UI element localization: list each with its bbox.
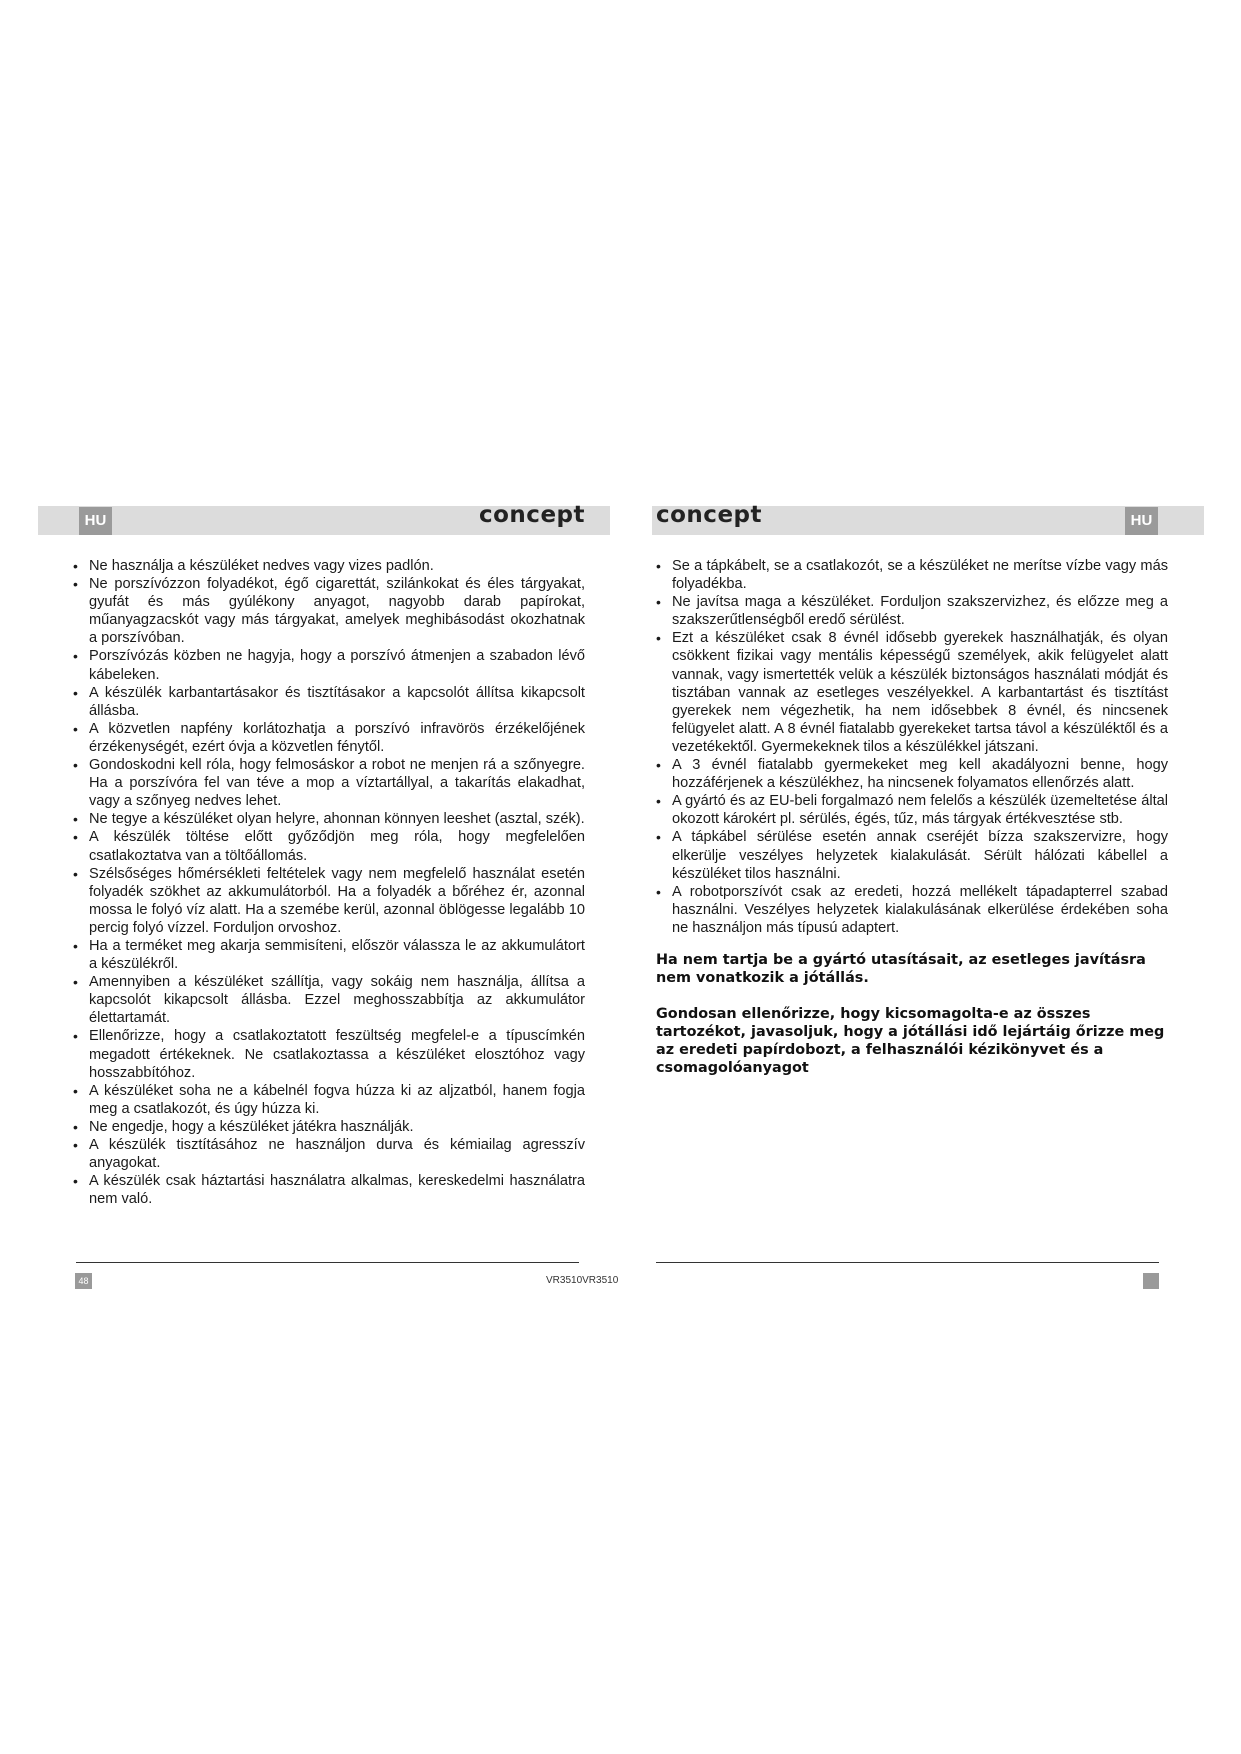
list-item-text: Ne használja a készüléket nedves vagy vizes padlón. (89, 558, 434, 574)
list-item (656, 756, 1168, 792)
list-item (73, 756, 585, 810)
bullet-icon: • (656, 594, 661, 611)
bullet-icon: • (656, 883, 661, 900)
bullet-icon: • (656, 630, 661, 647)
list-item-text: Ellenőrizze, hogy a csatlakoztatott feszültség megfelel-e a típuscímkén megadott értékeknek. Ne csatlakoztassa a készüléket elosztóhoz vagy hosszabbítóhoz. (89, 1028, 585, 1081)
bullet-icon: • (73, 1173, 78, 1190)
bullet-icon: • (73, 648, 78, 665)
list-item (656, 629, 1168, 756)
bullet-icon: • (73, 974, 78, 991)
bullet-icon: • (656, 793, 661, 810)
list-item-text: A közvetlen napfény korlátozhatja a porszívó infravörös érzékelőjének érzékenységét, ezért óvja a közvetlen fénytől. (89, 720, 585, 755)
brand-logo-left: concept (479, 502, 586, 528)
model-number: VR3510VR3510 (546, 1275, 619, 1286)
list-item-text: Se a tápkábelt, se a csatlakozót, se a készüléket ne merítse vízbe vagy más folyadékba. (672, 558, 1168, 593)
footer-divider-left (76, 1262, 579, 1263)
list-item-text: A készüléket soha ne a kábelnél fogva húzza ki az aljzatból, hanem fogja meg a csatlakozót, és úgy húzza ki. (89, 1082, 585, 1117)
list-item (73, 828, 585, 864)
brand-logo-right: concept (656, 502, 763, 528)
list-item-text: A tápkábel sérülése esetén annak cseréjét bízza szakszervizre, hogy elkerülje veszélyes helyzetek kialakulását. Sérült hálózati kábellel a készüléket tilos használni. (672, 829, 1168, 882)
bullet-icon: • (656, 558, 661, 574)
list-item (656, 883, 1168, 937)
list-item-text: Ne javítsa maga a készüléket. Forduljon szakszervizhez, és előzze meg a szakszerűtlenségből eredő sérülést. (672, 594, 1168, 629)
language-badge-right: HU (1125, 507, 1158, 535)
bullet-icon: • (73, 937, 78, 954)
list-item (73, 684, 585, 720)
bullet-icon: • (73, 1137, 78, 1153)
list-item (73, 973, 585, 1027)
warranty-notice: Ha nem tartja be a gyártó utasításait, az esetleges javításra nem vonatkozik a jótállás. (656, 951, 1146, 986)
list-item (73, 647, 585, 683)
bullet-icon: • (73, 576, 78, 593)
list-item (656, 593, 1168, 629)
language-badge-left: HU (79, 507, 112, 535)
bullet-icon: • (73, 865, 78, 882)
bullet-icon: • (73, 1082, 78, 1099)
list-item-text: A készülék csak háztartási használatra alkalmas, kereskedelmi használatra nem való. (89, 1173, 585, 1208)
bullet-icon: • (73, 1028, 78, 1045)
list-item-text: Porszívózás közben ne hagyja, hogy a porszívó átmenjen a szabadon lévő kábeleken. (89, 648, 585, 683)
list-item (656, 828, 1168, 882)
list-item-text: Ezt a készüléket csak 8 évnél idősebb gyerekek használhatják, és olyan csökkent fizikai vagy mentális képességű személyek, akik felügyelet alatt vannak, vagy ismertették velük a készülék biztonságos használati módját és tisztában vannak az esetleges veszélyekkel. A karbantartást és tisztítást gyerekek nem végezhetik, ha nem idősebbek 8 évnél, és nincsenek felügyelet alatt. A 8 évnél fiatalabb gyerekeket tartsa távol a készüléktől és a vezetékektől. Gyermekeknek tilos a készülékkel játszani. (672, 630, 1168, 755)
list-item-text: A robotporszívót csak az eredeti, hozzá mellékelt tápadapterrel szabad használni. Veszélyes helyzetek kialakulásának elkerülése érdekében soha ne használjon más típusú adaptert. (672, 883, 1168, 936)
list-item (73, 1027, 585, 1081)
right-safety-list (656, 557, 1168, 937)
page-number: 48 (75, 1273, 92, 1289)
list-item (73, 557, 585, 575)
page-marker-square (1143, 1273, 1159, 1289)
list-item (73, 1118, 585, 1136)
list-item-text: Amennyiben a készüléket szállítja, vagy sokáig nem használja, állítsa a kapcsolót kikapcsolt állásba. Ezzel meghosszabbítja az akkumulátor élettartamát. (89, 974, 585, 1027)
bullet-icon: • (656, 757, 661, 774)
list-item (73, 1136, 585, 1172)
list-item-text: Szélsőséges hőmérsékleti feltételek vagy nem megfelelő használat esetén folyadék szökhet az akkumulátorból. Ha a folyadék a bőréhez ér, azonnal mossa le folyó víz alatt. Ha a szemébe kerül, azonnal öblögesse legalább 10 percig folyó vízzel. Forduljon orvoshoz. (89, 865, 585, 936)
list-item (656, 557, 1168, 593)
bullet-icon: • (73, 684, 78, 701)
list-item (73, 720, 585, 756)
bullet-icon: • (656, 829, 661, 846)
bullet-icon: • (73, 720, 78, 737)
list-item (73, 1082, 585, 1118)
list-item-text: A 3 évnél fiatalabb gyermekeket meg kell akadályozni benne, hogy hozzáférjenek a készülékhez, ha nincsenek folyamatos ellenőrzés alatt. (672, 757, 1168, 792)
list-item-text: Ne porszívózzon folyadékot, égő cigarettát, szilánkokat és éles tárgyakat, gyufát és más gyúlékony anyagot, nagyobb darab papírokat, műanyagzacskót vagy más tárgyakat, amelyek meghibásodást okozhatnak a porszívóban. (89, 576, 585, 647)
list-item (73, 575, 585, 647)
list-item-text: A készülék tisztításához ne használjon durva és kémiailag agresszív anyagokat. (89, 1137, 585, 1172)
bullet-icon: • (73, 811, 78, 828)
left-safety-list (73, 557, 585, 1208)
bullet-icon: • (73, 1118, 78, 1135)
list-item (73, 1172, 585, 1208)
left-column (73, 557, 585, 1208)
list-item (73, 810, 585, 828)
right-column (656, 557, 1168, 1077)
footer-divider-right (656, 1262, 1159, 1263)
list-item-text: A készülék töltése előtt győződjön meg róla, hogy megfelelően csatlakoztatva van a töltőállomás. (89, 829, 585, 864)
bullet-icon: • (73, 558, 78, 574)
list-item-text: Ha a terméket meg akarja semmisíteni, először válassza le az akkumulátort a készülékről. (89, 937, 585, 973)
list-item-text: Ne engedje, hogy a készüléket játékra használják. (89, 1118, 414, 1135)
list-item-text: A gyártó és az EU-beli forgalmazó nem felelős a készülék üzemeltetése által okozott károkért pl. sérülés, égés, tűz, más tárgyak értékvesztése stb. (672, 793, 1168, 828)
list-item-text: A készülék karbantartásakor és tisztításakor a kapcsolót állítsa kikapcsolt állásba. (89, 684, 585, 719)
list-item-text: Ne tegye a készüléket olyan helyre, ahonnan könnyen leeshet (asztal, szék). (89, 811, 585, 828)
bullet-icon: • (73, 757, 78, 774)
packaging-notice: Gondosan ellenőrizze, hogy kicsomagolta-e az összes tartozékot, javasoljuk, hogy a jótállási idő lejártáig őrizze meg az eredeti papírdobozt, a felhasználói kézikönyvet és a csomagolóanyagot (656, 1005, 1165, 1076)
list-item (73, 937, 585, 973)
list-item (656, 792, 1168, 828)
list-item-text: Gondoskodni kell róla, hogy felmosáskor a robot ne menjen rá a szőnyegre. Ha a porszívóra fel van téve a mop a víztartállyal, a takarítás elakadhat, vagy a szőnyeg nedves lehet. (89, 757, 585, 810)
list-item (73, 865, 585, 937)
bullet-icon: • (73, 829, 78, 846)
